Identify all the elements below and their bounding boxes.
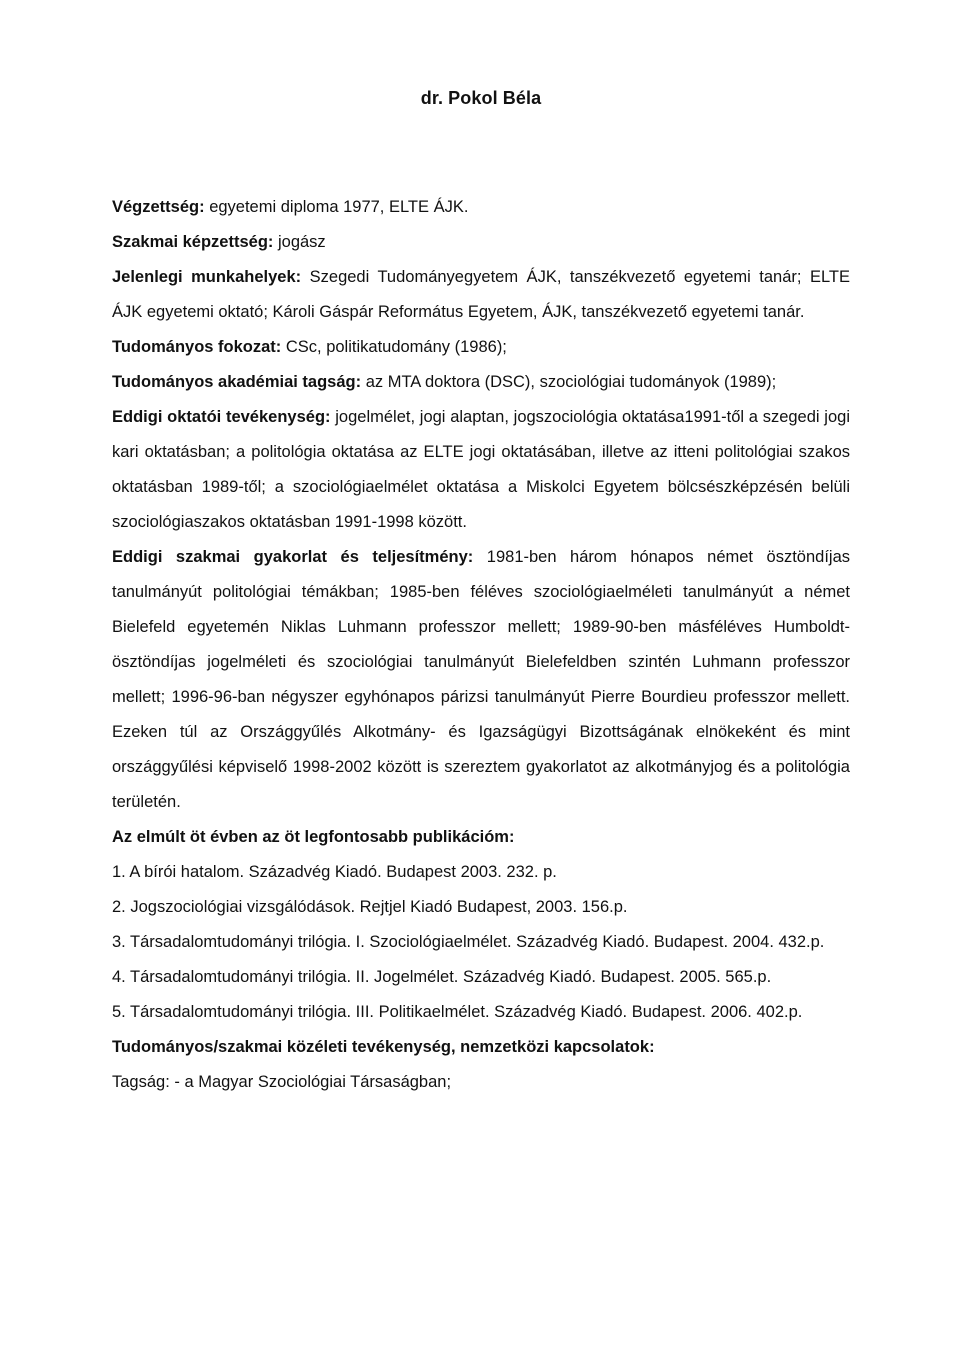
membership-line: Tagság: - a Magyar Szociológiai Társaságban; [112,1073,452,1091]
education-label: Végzettség: [112,198,205,216]
publication-item: 3. Társadalomtudományi trilógia. I. Szociológiaelmélet. Századvég Kiadó. Budapest. 2004. 432.p. [112,933,825,951]
degree-line [112,330,850,365]
publication-item: 5. Társadalomtudományi trilógia. III. Politikaelmélet. Századvég Kiadó. Budapest. 2006. 402.p. [112,1003,803,1021]
teaching-value: jogelmélet, jogi alaptan, jogszociológia oktatása1991-től a szegedi jogi kari oktatásban; a politológia oktatása az ELTE jogi oktatásában, illetve az itteni politológiai szakos oktatásban 1989-től; a szociológiaelmélet oktatása a Miskolci Egyetem bölcsészképzésén belüli szociológiaszakos oktatásban 1991-1998 között. [112,408,850,531]
workplaces-paragraph [112,260,850,330]
document-body [112,190,850,1100]
qualification-line [112,225,850,260]
qualification-value: jogász [273,233,326,251]
publication-item: 1. A bírói hatalom. Századvég Kiadó. Budapest 2003. 232. p. [112,863,557,881]
education-value: egyetemi diploma 1977, ELTE ÁJK. [204,198,469,216]
practice-paragraph [112,540,850,820]
publications-heading: Az elmúlt öt évben az öt legfontosabb publikációm: [112,828,515,846]
teaching-paragraph [112,400,850,540]
qualification-label: Szakmai képzettség: [112,233,274,251]
academy-line [112,365,850,400]
academy-value: az MTA doktora (DSC), szociológiai tudományok (1989); [361,373,777,391]
education-line [112,190,850,225]
practice-value: 1981-ben három hónapos német ösztöndíjas tanulmányút politológiai témákban; 1985-ben féléves szociológiaelméleti tanulmányút a német Bielefeld egyetemén Niklas Luhmann professzor mellett; 1989-90-ben másféléves Humboldt-ösztöndíjas jogelméleti és szociológiai tanulmányút Bielefeldben szintén Luhmann professzor mellett; 1996-96-ban négyszer egyhónapos párizsi tanulmányút Pierre Bourdieu professzor mellett. Ezeken túl az Országgyűlés Alkotmány- és Igazságügyi Bizottságának elnökeként és mint országgyűlési képviselő 1998-2002 között is szereztem gyakorlatot az alkotmányjog és a politológia területén. [112,548,850,811]
teaching-label: Eddigi oktatói tevékenység: [112,408,331,426]
degree-value: CSc, politikatudomány (1986); [281,338,507,356]
academy-label: Tudományos akadémiai tagság: [112,373,362,391]
publication-item: 4. Társadalomtudományi trilógia. II. Jogelmélet. Századvég Kiadó. Budapest. 2005. 565.p. [112,968,772,986]
workplaces-label: Jelenlegi munkahelyek: [112,268,302,286]
publication-item: 2. Jogszociológiai vizsgálódások. Rejtjel Kiadó Budapest, 2003. 156.p. [112,898,628,916]
practice-label: Eddigi szakmai gyakorlat és teljesítmény: [112,548,474,566]
public-activity-heading: Tudományos/szakmai közéleti tevékenység, nemzetközi kapcsolatok: [112,1038,655,1056]
document-title: dr. Pokol Béla [420,88,542,108]
workplaces-value: Szegedi Tudományegyetem ÁJK, tanszékvezető egyetemi tanár; ELTE ÁJK egyetemi oktató; Károli Gáspár Református Egyetem, ÁJK, tanszékvezető egyetemi tanár. [112,268,850,321]
degree-label: Tudományos fokozat: [112,338,282,356]
